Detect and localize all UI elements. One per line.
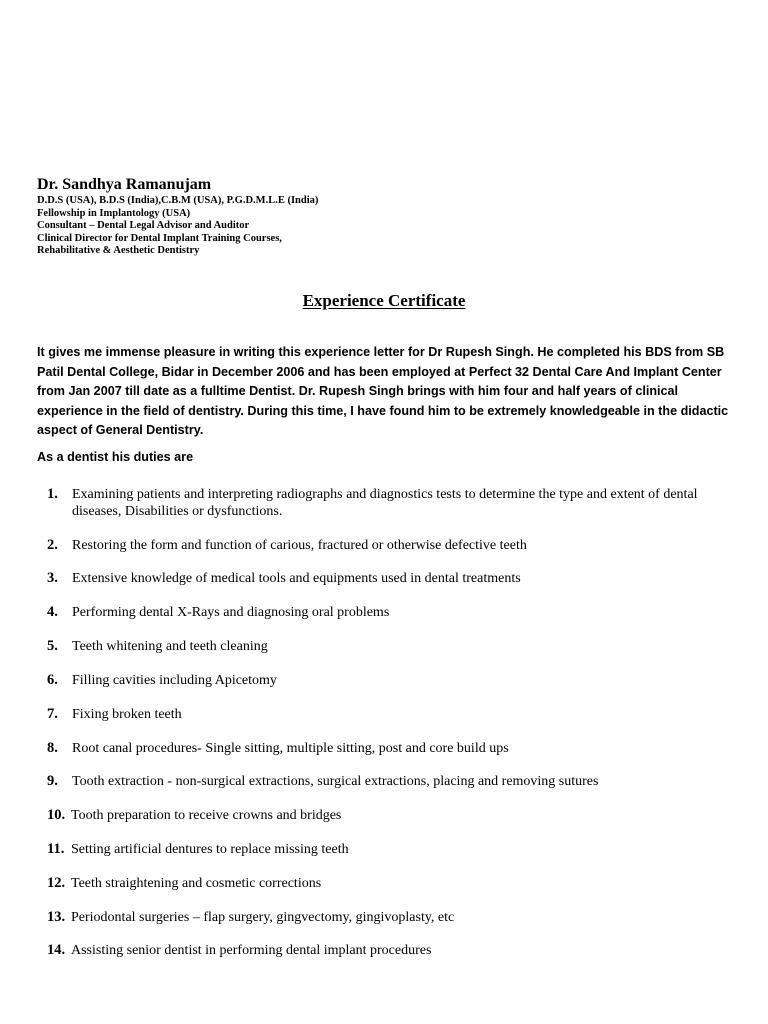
certificate-title-text: Experience Certificate xyxy=(302,291,466,310)
duty-text: Periodontal surgeries – flap surgery, gingvectomy, gingivoplasty, etc xyxy=(71,910,455,925)
duty-text: Root canal procedures- Single sitting, multiple sitting, post and core build ups xyxy=(72,741,509,756)
duty-text: Filling cavities including Apicetomy xyxy=(72,673,277,688)
duty-text: Tooth extraction - non-surgical extractions, surgical extractions, placing and removing sutures xyxy=(72,774,599,789)
duty-number: 6. xyxy=(47,672,58,688)
duty-number: 13. xyxy=(47,909,66,925)
duty-text: Assisting senior dentist in performing dental implant procedures xyxy=(71,943,432,958)
duty-text: Fixing broken teeth xyxy=(72,707,182,722)
duty-number: 3. xyxy=(47,570,58,586)
duty-number: 8. xyxy=(47,740,58,756)
credential-line: Rehabilitative & Aesthetic Dentistry xyxy=(37,245,200,256)
duty-number: 2. xyxy=(47,537,58,553)
letterhead xyxy=(37,175,318,258)
doctor-name: Dr. Sandhya Ramanujam xyxy=(37,176,212,193)
duty-text: Examining patients and interpreting radiographs and diagnostics tests to determine the type and extent of dental diseases, Disabilities or dysfunctions. xyxy=(72,487,698,519)
duty-number: 5. xyxy=(47,638,58,654)
duty-number: 9. xyxy=(47,773,58,789)
credential-line: Fellowship in Implantology (USA) xyxy=(37,207,191,219)
duty-number: 14. xyxy=(47,942,66,958)
credential-line: Consultant – Dental Legal Advisor and Auditor xyxy=(37,220,250,231)
duty-text: Restoring the form and function of carious, fractured or otherwise defective teeth xyxy=(72,538,527,553)
duty-text: Performing dental X-Rays and diagnosing oral problems xyxy=(72,605,390,620)
duty-number: 7. xyxy=(47,706,58,722)
duty-text: Tooth preparation to receive crowns and bridges xyxy=(71,808,342,823)
duties-intro: As a dentist his duties are xyxy=(37,450,194,464)
duty-number: 1. xyxy=(47,486,58,502)
duty-text: Teeth straightening and cosmetic corrections xyxy=(71,876,322,891)
duty-number: 10. xyxy=(47,807,66,823)
credential-line: Clinical Director for Dental Implant Training Courses, xyxy=(37,232,282,244)
duty-number: 12. xyxy=(47,875,66,891)
duty-text: Setting artificial dentures to replace missing teeth xyxy=(71,842,349,857)
credential-line: D.D.S (USA), B.D.S (India),C.B.M (USA), P.G.D.M.L.E (India) xyxy=(37,195,319,206)
duty-number: 4. xyxy=(47,604,58,620)
certificate-title xyxy=(0,290,768,312)
duty-text: Extensive knowledge of medical tools and equipments used in dental treatments xyxy=(72,571,521,586)
duty-number: 11. xyxy=(47,841,65,857)
certificate-body: It gives me immense pleasure in writing this experience letter for Dr Rupesh Singh. He completed his BDS from SB Patil Dental College, Bidar in December 2006 and has been employed at Perfect 32 Dental Care And Implant Center from Jan 2007 till date as a fulltime Dentist. Dr. Rupesh Singh brings with him four and half years of clinical experience in the field of dentistry. During this time, I have found him to be extremely knowledgeable in the didactic aspect of General Dentistry. xyxy=(37,345,729,437)
duty-text: Teeth whitening and teeth cleaning xyxy=(72,639,268,654)
